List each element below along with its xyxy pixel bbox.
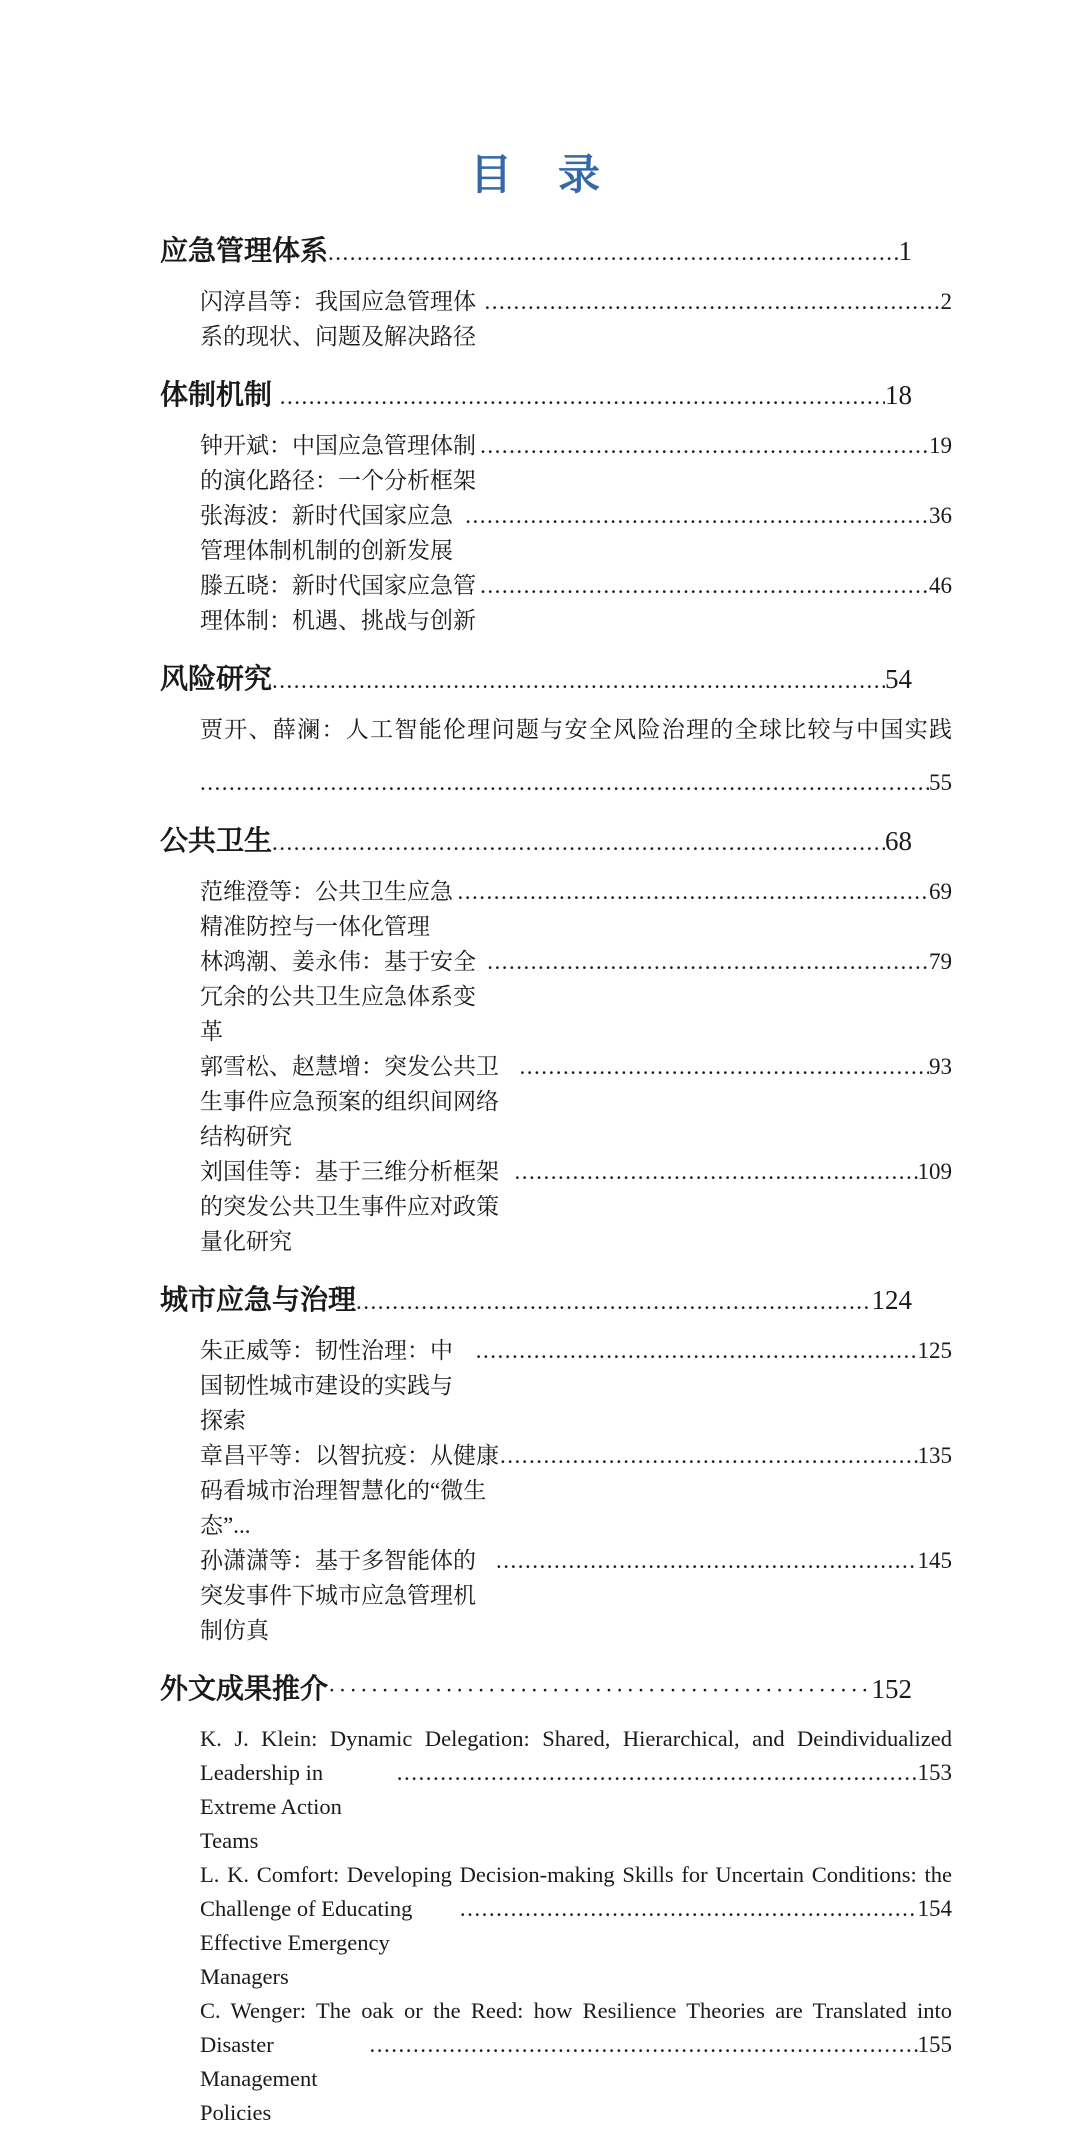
toc-section-title: 外文成果推介: [160, 1673, 329, 1704]
toc-entry-text: 范维澄等：公共卫生应急精准防控与一体化管理: [200, 879, 453, 939]
toc-entry-text: 林鸿潮、姜永伟：基于安全冗余的公共卫生应急体系变革: [200, 949, 476, 1044]
toc-item-row: [160, 1438, 952, 1543]
page-number: 1: [898, 236, 912, 266]
toc-item-row: [160, 428, 952, 498]
page-number: 125: [917, 1338, 952, 1363]
dot-leader: [500, 1438, 917, 1473]
dot-leader: [370, 2028, 918, 2062]
toc-entry-text: Leadership in Extreme Action Teams: [200, 1760, 342, 1853]
toc-item-row: [160, 712, 952, 747]
dot-leader: [460, 1892, 918, 1926]
toc-entry-text: 章昌平等：以智抗疫：从健康码看城市治理智慧化的“微生态”...: [200, 1443, 499, 1538]
toc-entry-text: Challenge of Educating Effective Emergency Managers: [200, 1896, 413, 1989]
dot-leader: [457, 874, 929, 909]
dot-leader: [356, 1279, 871, 1325]
toc-item-row: [160, 1892, 952, 1994]
dot-leader: [485, 284, 941, 319]
toc-section-row: [160, 228, 912, 276]
dot-leader: [272, 658, 885, 704]
dot-leader: [200, 765, 929, 800]
toc-entry-text: 朱正威等：韧性治理：中国韧性城市建设的实践与探索: [200, 1338, 453, 1433]
page-number: 36: [929, 503, 952, 528]
page-number: 79: [929, 949, 952, 974]
toc-entry-text: C. Wenger: The oak or the Reed: how Resilience Theories are Translated into: [200, 1998, 952, 2023]
dot-leader: [280, 374, 885, 420]
toc-entry-text: K. J. Klein: Dynamic Delegation: Shared, Hierarchical, and Deindividualized: [200, 1726, 952, 1751]
dot-leader: [328, 1668, 871, 1714]
toc-item-row: [160, 284, 952, 354]
toc-item-row: [160, 1994, 952, 2028]
dot-leader: [480, 568, 929, 603]
toc-entry-text: 刘国佳等：基于三维分析框架的突发公共卫生事件应对政策量化研究: [200, 1159, 499, 1254]
dot-leader: [480, 428, 929, 463]
page-number: 55: [929, 770, 952, 795]
toc-entry-text: 张海波：新时代国家应急管理体制机制的创新发展: [200, 503, 453, 563]
toc-item-row: [160, 498, 952, 568]
page-number: 19: [929, 433, 952, 458]
toc-item-row: [160, 1049, 952, 1154]
toc-item-row: [160, 1756, 952, 1858]
page-number: 155: [917, 2032, 952, 2057]
toc-item-row: [160, 1154, 952, 1259]
toc-entry-text: 郭雪松、赵慧增：突发公共卫生事件应急预案的组织间网络结构研究: [200, 1054, 499, 1149]
page-number: 135: [917, 1443, 952, 1468]
toc-item-row: [160, 765, 952, 800]
toc-item-row: [160, 1543, 952, 1648]
toc-section-title: 城市应急与治理: [160, 1284, 357, 1315]
toc-item-row: [160, 1858, 952, 1892]
page-number: 54: [885, 664, 912, 694]
toc-list: [160, 228, 952, 2130]
dot-leader: [328, 230, 898, 276]
toc-item-row: [160, 568, 952, 638]
toc-section-row: [160, 1666, 912, 1714]
toc-entry-text: 滕五晓：新时代国家应急管理体制：机遇、挑战与创新: [200, 573, 476, 633]
dot-leader: [476, 1333, 918, 1368]
toc-section-title: 公共卫生: [160, 825, 273, 856]
page-number: 152: [871, 1674, 912, 1704]
toc-item-row: [160, 944, 952, 1049]
dot-leader: [519, 1049, 929, 1084]
page-number: 109: [917, 1159, 952, 1184]
page-number: 18: [885, 380, 912, 410]
dot-leader: [514, 1154, 917, 1189]
toc-section-row: [160, 1277, 912, 1325]
dot-leader: [272, 820, 885, 866]
page-number: 69: [929, 879, 952, 904]
toc-item-row: [160, 874, 952, 944]
page-number: 68: [885, 826, 912, 856]
toc-section-row: [160, 818, 912, 866]
page-number: 46: [929, 573, 952, 598]
dot-leader: [496, 1543, 918, 1578]
toc-item-row: [160, 1333, 952, 1438]
page-number: 2: [940, 289, 952, 314]
page-number: 154: [917, 1896, 952, 1921]
dot-leader: [487, 944, 929, 979]
toc-section-row: [160, 656, 912, 704]
toc-entry-text: 闪淳昌等：我国应急管理体系的现状、问题及解决路径: [200, 289, 476, 349]
toc-entry-text: L. K. Comfort: Developing Decision-making Skills for Uncertain Conditions: the: [200, 1862, 952, 1887]
toc-section-title: 风险研究: [160, 663, 273, 694]
toc-section-title: 体制机制: [160, 379, 280, 410]
toc-section-row: [160, 372, 912, 420]
dot-leader: [465, 498, 929, 533]
toc-item-row: [160, 1722, 952, 1756]
toc-entry-text: 孙潇潇等：基于多智能体的突发事件下城市应急管理机制仿真: [200, 1548, 476, 1643]
page-title: 目 录: [469, 151, 602, 198]
page-number: 124: [871, 1285, 912, 1315]
page-number: 153: [917, 1760, 952, 1785]
toc-entry-text: 钟开斌：中国应急管理体制的演化路径：一个分析框架: [200, 433, 476, 493]
page-number: 145: [917, 1548, 952, 1573]
toc-section-title: 应急管理体系: [160, 235, 329, 266]
toc-entry-text: 贾开、薛澜：人工智能伦理问题与安全风险治理的全球比较与中国实践: [200, 717, 952, 742]
toc-entry-text: Disaster Management Policies: [200, 2032, 318, 2125]
dot-leader: [397, 1756, 918, 1790]
page-number: 93: [929, 1054, 952, 1079]
toc-item-row: [160, 2028, 952, 2130]
